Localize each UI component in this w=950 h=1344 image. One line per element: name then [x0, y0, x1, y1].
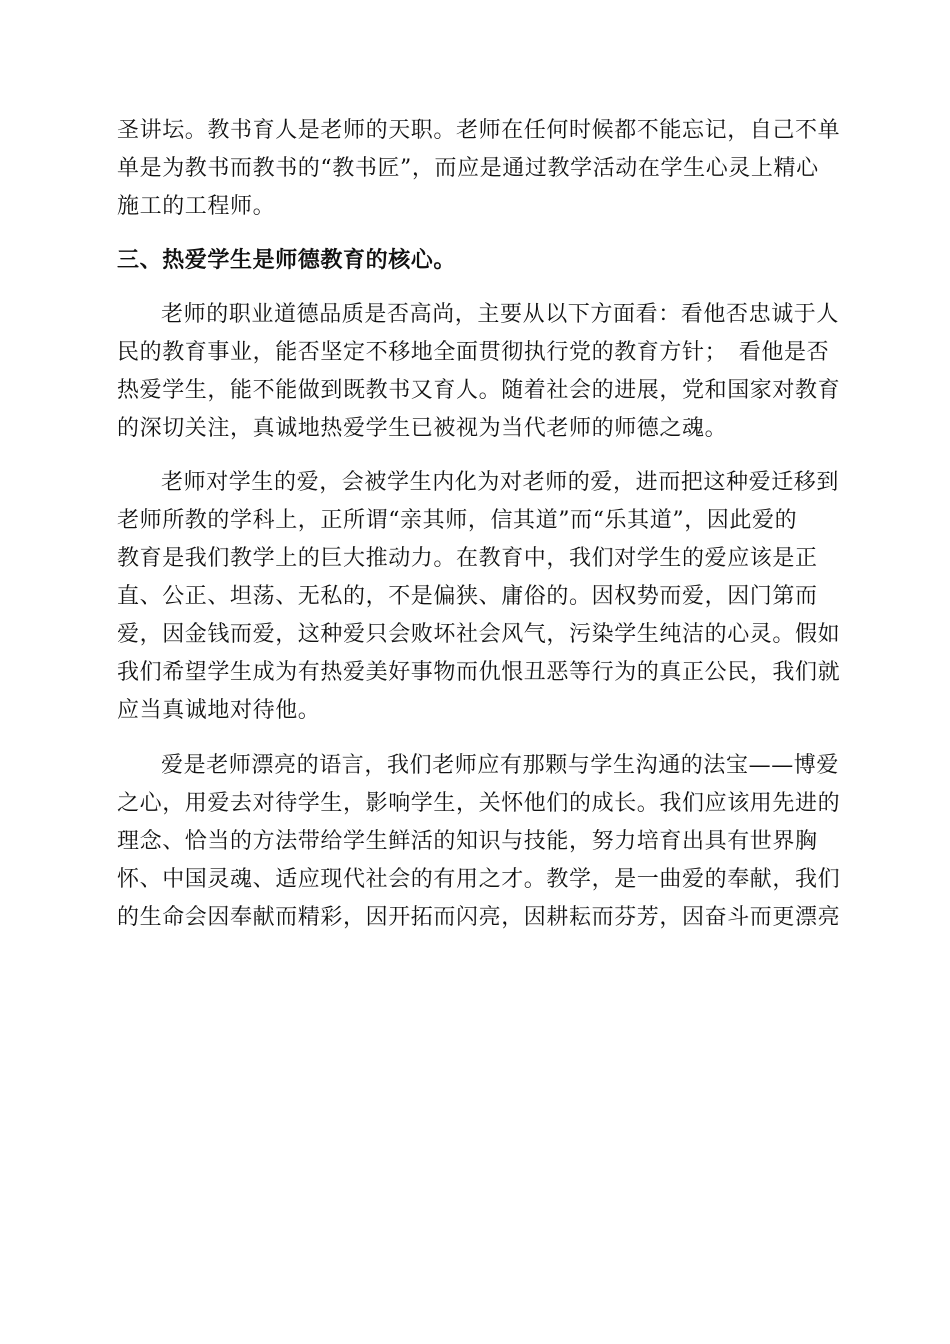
paragraph-line: 单是为教书而教书的“教书匠”，而应是通过教学活动在学生心灵上精心	[117, 156, 819, 181]
paragraph-3	[117, 464, 841, 730]
paragraph-line: 老师的职业道德品质是否高尚，主要从以下方面看：看他否忠诚于人	[161, 302, 840, 327]
paragraph-line: 之心，用爱去对待学生，影响学生，关怀他们的成长。我们应该用先进的	[117, 791, 841, 816]
paragraph-line: 爱，因金钱而爱，这种爱只会败坏社会风气，污染学生纯洁的心灵。假如	[117, 622, 841, 647]
paragraph-line: 怀、中国灵魂、适应现代社会的有用之才。教学，是一曲爱的奉献，我们	[117, 867, 841, 892]
section-heading-text: 三、热爱学生是师德教育的核心。	[117, 247, 457, 273]
paragraph-line: 老师对学生的爱，会被学生内化为对老师的爱，进而把这种爱迁移到	[161, 470, 840, 495]
paragraph-1	[117, 112, 841, 226]
paragraph-4	[117, 747, 841, 937]
paragraph-line: 老师所教的学科上，正所谓“亲其师，信其道”而“乐其道”，因此爱的	[117, 508, 798, 533]
paragraph-line: 爱是老师漂亮的语言，我们老师应有那颗与学生沟通的法宝——博爱	[161, 753, 840, 778]
paragraph-line: 理念、恰当的方法带给学生鲜活的知识与技能，努力培育出具有世界胸	[117, 829, 818, 854]
paragraph-line: 的生命会因奉献而精彩，因开拓而闪亮，因耕耘而芬芳，因奋斗而更漂亮	[117, 905, 841, 930]
paragraph-line: 我们希望学生成为有热爱美好事物而仇恨丑恶等行为的真正公民，我们就	[117, 660, 841, 685]
paragraph-line: 热爱学生，能不能做到既教书又育人。随着社会的进展，党和国家对教育	[117, 378, 841, 403]
paragraph-line: 民的教育事业，能否坚定不移地全面贯彻执行党的教育方针； 看他是否	[117, 340, 830, 365]
paragraph-line: 教育是我们教学上的巨大推动力。在教育中，我们对学生的爱应该是正	[117, 546, 818, 571]
paragraph-line: 施工的工程师。	[117, 194, 276, 219]
section-heading	[117, 241, 833, 279]
paragraph-line: 直、公正、坦荡、无私的，不是偏狭、庸俗的。因权势而爱，因门第而	[117, 584, 818, 609]
paragraph-2	[117, 296, 841, 448]
paragraph-line: 的深切关注，真诚地热爱学生已被视为当代老师的师德之魂。	[117, 416, 728, 441]
paragraph-line: 圣讲坛。教书育人是老师的天职。老师在任何时候都不能忘记，自己不单	[117, 118, 841, 143]
paragraph-line: 应当真诚地对待他。	[117, 698, 321, 723]
